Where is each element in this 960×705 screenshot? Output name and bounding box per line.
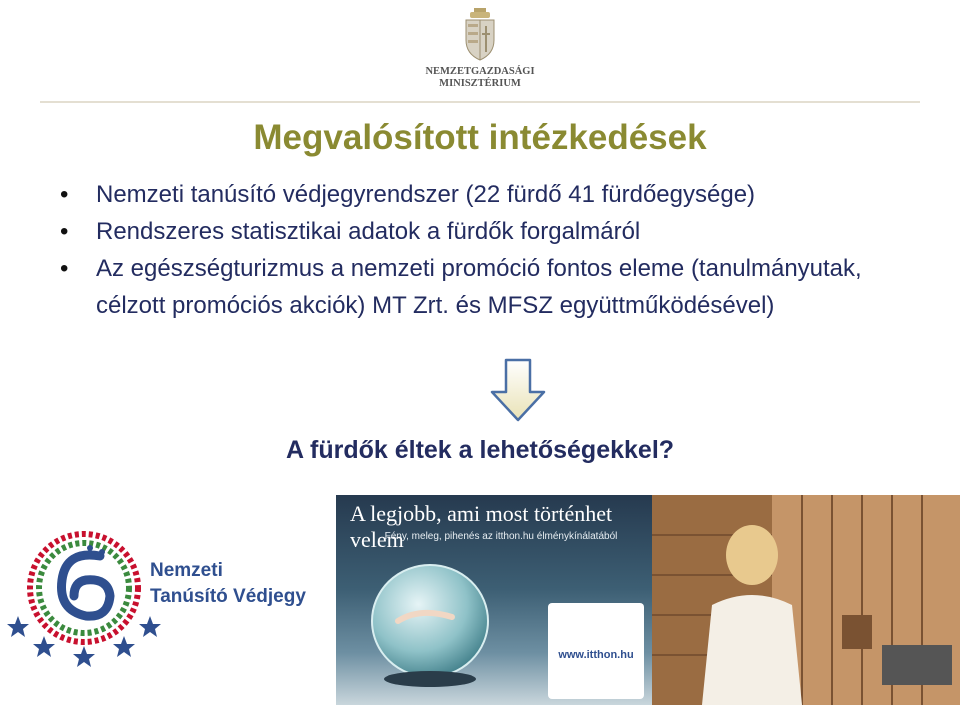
brand-name-line2: Tanúsító Védjegy <box>150 586 306 607</box>
sauna-illustration <box>652 495 960 705</box>
question-text: A fürdők éltek a lehetőségekkel? <box>285 436 675 464</box>
promo-image <box>336 495 652 705</box>
coat-of-arms-icon <box>460 8 500 62</box>
ministry-name-line1: NEMZETGAZDASÁGI <box>425 66 535 77</box>
ministry-logo <box>420 8 540 94</box>
ministry-name <box>420 66 540 90</box>
promo-headline: A legjobb, ami most történhet velem <box>350 501 613 552</box>
certification-brand-logo <box>0 520 336 705</box>
bullet-list <box>60 176 920 324</box>
header-divider <box>40 101 920 103</box>
certification-emblem-icon <box>0 520 170 705</box>
ministry-name-line2: MINISZTÉRIUM <box>439 78 521 89</box>
itthon-logo <box>548 603 644 699</box>
down-arrow-icon <box>490 358 546 422</box>
bullet-item: • Az egészségturizmus a nemzeti promóció fontos eleme (tanulmányutak, célzott promóciós akciók) MT Zrt. és MFSZ együttműködésével) <box>60 250 920 324</box>
bullet-item: • Rendszeres statisztikai adatok a fürdők forgalmáról <box>60 213 920 250</box>
brand-name-line1: Nemzeti <box>150 560 223 581</box>
promo-subline: Fény, meleg, pihenés az itthon.hu élménykínálatából <box>384 531 618 542</box>
bullet-item: • Nemzeti tanúsító védjegyrendszer (22 fürdő 41 fürdőegysége) <box>60 176 920 213</box>
glass-globe-illustration <box>360 551 500 691</box>
sauna-photo <box>652 495 960 705</box>
promo-url: www.itthon.hu <box>558 649 634 661</box>
slide-title: Megvalósított intézkedések <box>253 118 707 157</box>
